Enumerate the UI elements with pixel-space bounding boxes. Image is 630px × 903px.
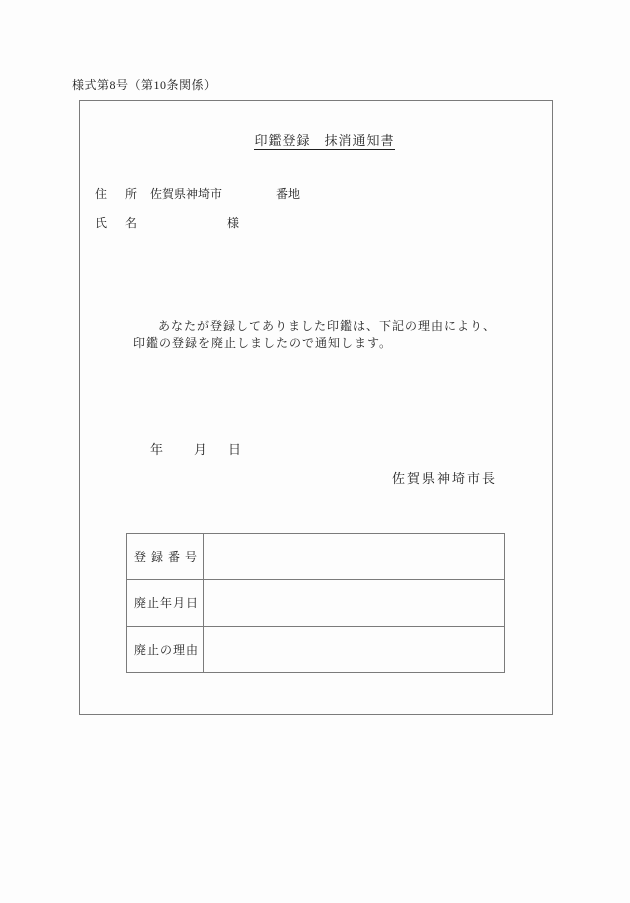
table-row [127,627,504,672]
abolition-reason-label: 廃止の理由 [127,627,204,672]
table-row [127,580,504,626]
registration-number-label: 登 録 番 号 [127,534,204,579]
abolition-date-label: 廃止年月日 [127,580,204,625]
notice-detail-table [126,533,505,673]
abolition-date-value [204,580,504,625]
issuer-name: 佐賀県神埼市長 [392,471,498,486]
document-title-row [79,121,553,163]
body-text-line-2: 印鑑の登録を廃止しましたので通知します。 [133,336,393,350]
document-title: 印鑑登録 抹消通知書 [254,133,395,148]
name-label-char-2: 名 [125,216,138,230]
registration-number-value [204,534,504,579]
date-year-label: 年 [150,442,164,457]
date-month-label: 月 [194,442,208,457]
honorific-label: 様 [227,216,240,230]
abolition-reason-value [204,627,504,672]
date-day-label: 日 [228,442,242,457]
name-label-char-1: 氏 [95,216,108,230]
form-number-label: 様式第8号（第10条関係） [72,78,217,92]
table-row [127,534,504,580]
address-value: 佐賀県神埼市 [150,187,223,201]
address-label-char-2: 所 [125,187,138,201]
body-text-line-1: あなたが登録してありました印鑑は、下記の理由により、 [158,319,497,333]
address-label-char-1: 住 [95,187,108,201]
address-unit-label: 番地 [276,187,301,201]
